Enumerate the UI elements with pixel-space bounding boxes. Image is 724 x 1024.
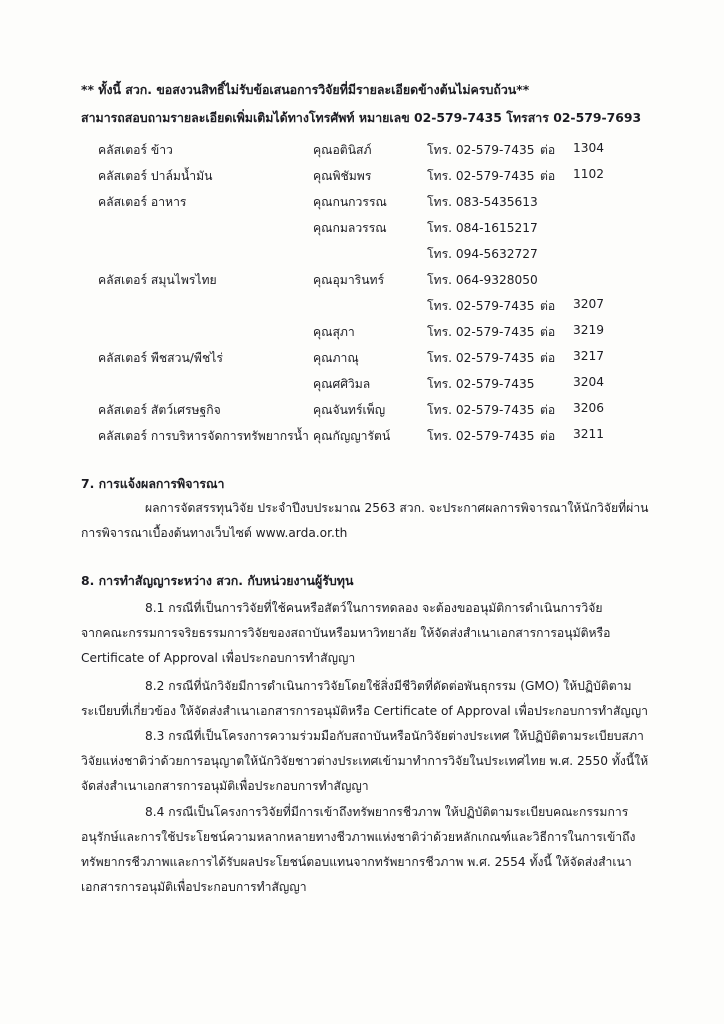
extension: 3206 xyxy=(573,401,605,415)
phone-number: โทร. 02-579-7435 xyxy=(427,429,535,443)
ext-label: ต่อ xyxy=(540,169,556,183)
cluster-name: คลัสเตอร์ สมุนไพรไทย xyxy=(98,273,217,287)
paragraph-line: อนุรักษ์และการใช้ประโยชน์ความหลากหลายทางชีวภาพแห่งชาติว่าด้วยหลักเกณฑ์และวิธีการในการเข้าถึง xyxy=(81,830,636,844)
cluster-name: คลัสเตอร์ พืชสวน/พืชไร่ xyxy=(98,351,223,365)
paragraph-line: 8.4 กรณีเป็นโครงการวิจัยที่มีการเข้าถึงทรัพยากรชีวภาพ ให้ปฏิบัติตามระเบียบคณะกรรมการ xyxy=(145,805,629,819)
section-8-2 xyxy=(81,674,649,724)
extension: 1102 xyxy=(573,167,605,181)
paragraph-line: เอกสารการอนุมัติเพื่อประกอบการทำสัญญา xyxy=(81,880,307,894)
extension: 3211 xyxy=(573,427,605,441)
contact-person: คุณสุภา xyxy=(313,325,355,339)
phone-number: โทร. 02-579-7435 xyxy=(427,169,535,183)
phone-number: โทร. 064-9328050 xyxy=(427,273,538,287)
extension: 1304 xyxy=(573,141,605,155)
paragraph-line: ทรัพยากรชีวภาพและการได้รับผลประโยชน์ตอบแทนจากทรัพยากรชีวภาพ พ.ศ. 2554 ทั้งนี้ ให้จัดส่งสำเนา xyxy=(81,855,632,869)
ext-label: ต่อ xyxy=(540,429,556,443)
phone-number: โทร. 02-579-7435 xyxy=(427,377,535,391)
phone-number: โทร. 02-579-7435 xyxy=(427,299,535,313)
phone-number: โทร. 083-5435613 xyxy=(427,195,538,209)
contact-person: คุณกมลวรรณ xyxy=(313,221,387,235)
contact-person: คุณอุมารินทร์ xyxy=(313,273,385,287)
cluster-name: คลัสเตอร์ การบริหารจัดการทรัพยากรน้ำ xyxy=(98,429,309,443)
extension: 3207 xyxy=(573,297,605,311)
paragraph-line: จากคณะกรรมการจริยธรรมการวิจัยของสถาบันหรือมหาวิทยาลัย ให้จัดส่งสำเนาเอกสารการอนุมัติหรือ xyxy=(81,626,611,640)
ext-label: ต่อ xyxy=(540,403,556,417)
section-8-3 xyxy=(81,724,649,799)
paragraph-line: จัดส่งสำเนาเอกสารการอนุมัติเพื่อประกอบการทำสัญญา xyxy=(81,779,369,793)
paragraph-line: วิจัยแห่งชาติว่าด้วยการอนุญาตให้นักวิจัยชาวต่างประเทศเข้ามาทำการวิจัยในประเทศไทย พ.ศ. 2550 ทั้งนี้ให้ xyxy=(81,754,649,768)
contact-person: คุณจันทร์เพ็ญ xyxy=(313,403,386,417)
contact-person: คุณศศิวิมล xyxy=(313,377,371,391)
contact-line: สามารถสอบถามรายละเอียดเพิ่มเติมได้ทางโทรศัพท์ หมายเลข 02-579-7435 โทรสาร 02-579-7693 xyxy=(81,110,642,125)
ext-label: ต่อ xyxy=(540,143,556,157)
phone-number: โทร. 02-579-7435 xyxy=(427,403,535,417)
paragraph-line: ระเบียบที่เกี่ยวข้อง ให้จัดส่งสำเนาเอกสารการอนุมัติหรือ Certificate of Approval เพื่อประกอบการทำสัญญา xyxy=(81,704,649,718)
section-8-title: 8. การทำสัญญาระหว่าง สวก. กับหน่วยงานผู้รับทุน xyxy=(81,573,354,588)
section-8-4 xyxy=(81,800,641,900)
section-8-1 xyxy=(81,596,641,671)
cluster-name: คลัสเตอร์ สัตว์เศรษฐกิจ xyxy=(98,403,221,417)
phone-number: โทร. 02-579-7435 xyxy=(427,325,535,339)
phone-number: โทร. 02-579-7435 xyxy=(427,351,535,365)
ext-label: ต่อ xyxy=(540,299,556,313)
phone-number: โทร. 02-579-7435 xyxy=(427,143,535,157)
phone-number: โทร. 094-5632727 xyxy=(427,247,538,261)
paragraph-line: 8.2 กรณีที่นักวิจัยมีการดำเนินการวิจัยโดยใช้สิ่งมีชีวิตที่ดัดต่อพันธุกรรม (GMO) ให้ปฏิบัติตาม xyxy=(145,679,632,693)
paragraph-line: 8.3 กรณีที่เป็นโครงการความร่วมมือกับสถาบันหรือนักวิจัยต่างประเทศ ให้ปฏิบัติตามระเบียบสภา xyxy=(145,729,644,743)
contact-person: คุณอตินิสภ์ xyxy=(313,143,372,157)
paragraph-line: ผลการจัดสรรทุนวิจัย ประจำปีงบประมาณ 2563 สวก. จะประกาศผลการพิจารณาให้นักวิจัยที่ผ่าน xyxy=(145,501,649,515)
contact-person: คุณพิชัมพร xyxy=(313,169,372,183)
contact-person: คุณกนกวรรณ xyxy=(313,195,387,209)
extension: 3219 xyxy=(573,323,605,337)
paragraph-line: Certificate of Approval เพื่อประกอบการทำสัญญา xyxy=(81,651,356,665)
cluster-name: คลัสเตอร์ อาหาร xyxy=(98,195,187,209)
contact-person: คุณกัญญารัตน์ xyxy=(313,429,391,443)
ext-label: ต่อ xyxy=(540,325,556,339)
cluster-name: คลัสเตอร์ ข้าว xyxy=(98,143,173,157)
notice-line: ** ทั้งนี้ สวก. ขอสงวนสิทธิ์ไม่รับข้อเสนอการวิจัยที่มีรายละเอียดข้างต้นไม่ครบถ้วน** xyxy=(81,82,530,97)
section-7-title: 7. การแจ้งผลการพิจารณา xyxy=(81,476,225,491)
contact-person: คุณภาณุ xyxy=(313,351,359,365)
section-7-body xyxy=(81,496,649,546)
cluster-name: คลัสเตอร์ ปาล์มน้ำมัน xyxy=(98,169,213,183)
paragraph-line: 8.1 กรณีที่เป็นการวิจัยที่ใช้คนหรือสัตว์ในการทดลอง จะต้องขออนุมัติการดำเนินการวิจัย xyxy=(145,601,603,615)
paragraph-line: การพิจารณาเบื้องต้นทางเว็บไซต์ www.arda.or.th xyxy=(81,526,348,540)
ext-label: ต่อ xyxy=(540,351,556,365)
phone-number: โทร. 084-1615217 xyxy=(427,221,538,235)
extension: 3204 xyxy=(573,375,605,389)
extension: 3217 xyxy=(573,349,605,363)
